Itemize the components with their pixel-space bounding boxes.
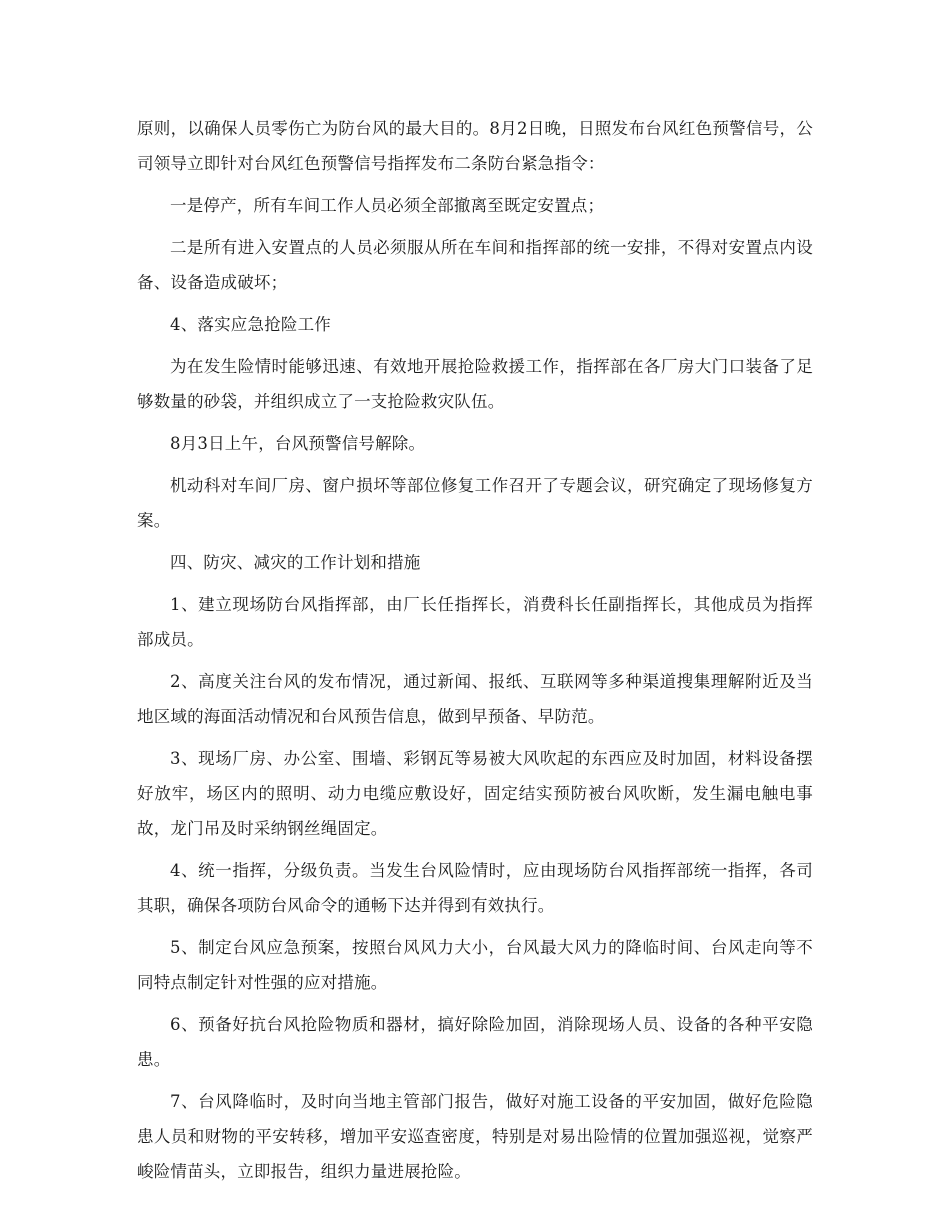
paragraph-3: 二是所有进入安置点的人员必须服从所在车间和指挥部的统一安排，不得对安置点内设备、设备造成破坏； — [137, 238, 813, 292]
measure-3: 3、现场厂房、办公室、围墙、彩钢瓦等易被大风吹起的东西应及时加固，材料设备摆好放牢，场区内的照明、动力电缆应敷设好，固定结实预防被台风吹断，发生漏电触电事故，龙门吊及时采纳钢丝绳固定。 — [137, 749, 813, 838]
paragraph-7: 机动科对车间厂房、窗户损坏等部位修复工作召开了专题会议，研究确定了现场修复方案。 — [137, 476, 813, 530]
document-body — [137, 111, 813, 1196]
measure-2: 2、高度关注台风的发布情况，通过新闻、报纸、互联网等多种渠道搜集理解附近及当地区域的海面活动情况和台风预告信息，做到早预备、早防范。 — [137, 672, 813, 726]
measure-1: 1、建立现场防台风指挥部，由厂长任指挥长，消费科长任副指挥长，其他成员为指挥部成员。 — [137, 595, 813, 649]
paragraph-5: 为在发生险情时能够迅速、有效地开展抢险救援工作，指挥部在各厂房大门口装备了足够数量的砂袋，并组织成立了一支抢险救灾队伍。 — [137, 357, 813, 411]
paragraph-2: 一是停产，所有车间工作人员必须全部撤离至既定安置点； — [170, 196, 605, 215]
measure-6: 6、预备好抗台风抢险物质和器材，搞好除险加固，消除现场人员、设备的各种平安隐患。 — [137, 1015, 813, 1069]
paragraph-1: 原则，以确保人员零伤亡为防台风的最大目的。8月2日晚，日照发布台风红色预警信号，公司领导立即针对台风红色预警信号指挥发布二条防台紧急指令： — [137, 119, 813, 173]
measure-5: 5、制定台风应急预案，按照台风风力大小，台风最大风力的降临时间、台风走向等不同特点制定针对性强的应对措施。 — [137, 938, 813, 992]
measure-7: 7、台风降临时，及时向当地主管部门报告，做好对施工设备的平安加固，做好危险隐患人员和财物的平安转移，增加平安巡查密度，特别是对易出险情的位置加强巡视，觉察严峻险情苗头，立即报告，组织力量进展抢险。 — [137, 1092, 813, 1181]
section-heading-4: 4、落实应急抢险工作 — [170, 315, 331, 334]
measure-4: 4、统一指挥，分级负责。当发生台风险情时，应由现场防台风指挥部统一指挥，各司其职，确保各项防台风命令的通畅下达并得到有效执行。 — [137, 861, 813, 915]
paragraph-6: 8月3日上午，台风预警信号解除。 — [170, 434, 426, 453]
section-heading-four: 四、防灾、减灾的工作计划和措施 — [170, 553, 421, 572]
